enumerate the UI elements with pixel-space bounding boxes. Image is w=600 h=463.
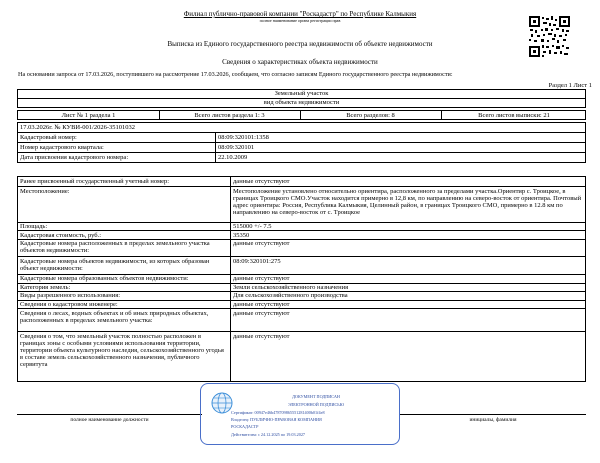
row-label: Сведения о кадастровом инженере: bbox=[20, 301, 118, 308]
source-objects: 08:09:320101:275 bbox=[233, 258, 281, 265]
electronic-signature-stamp bbox=[200, 383, 400, 445]
row-label: Дата присвоения кадастрового номера: bbox=[20, 154, 129, 161]
name-caption: инициалы, фамилия bbox=[469, 417, 517, 423]
globe-icon bbox=[211, 392, 233, 414]
object-kind: Земельный участок bbox=[274, 90, 329, 97]
row-label: Виды разрешенного использования: bbox=[20, 292, 121, 299]
assignment-date: 22.10.2009 bbox=[218, 154, 248, 161]
row-label: Местоположение: bbox=[20, 188, 70, 195]
row-label: Сведения о лесах, водных объектах и об иных природных объектах, расположенных в пределах земельного участка: bbox=[20, 310, 209, 324]
row-label: Кадастровые номера расположенных в пределах земельного участка объектов недвижимости: bbox=[20, 240, 210, 254]
cadastral-value: 35350 bbox=[233, 232, 250, 239]
engineer-info: данные отсутствуют bbox=[233, 301, 290, 308]
sheet-info-row bbox=[17, 110, 586, 120]
sheet-number: Лист № 1 раздела 1 bbox=[61, 112, 116, 119]
row-label: Кадастровые номера объектов недвижимости, из которых образован объект недвижимости: bbox=[20, 258, 210, 272]
natural-objects: данные отсутствуют bbox=[233, 310, 290, 317]
sheets-in-section: Всего листов раздела 1: 3 bbox=[194, 112, 265, 119]
subtitle: Сведения о характеристиках объекта недвижимости bbox=[222, 58, 378, 66]
object-kind-box bbox=[17, 89, 586, 108]
previous-number: данные отсутствуют bbox=[233, 178, 290, 185]
location-text: Местоположение установлено относительно ориентира, расположенного за пределами участка.Ориентир с. Троицкое, в границах Троицкого СМО.Участок находится примерно в 12,8 км, по направлению на северо-восток от ориентира. Почтовый адрес ориентира: Россия, Республика Калмыкия, Целинный район, в границах Троицкого СМО, примерно в 12.8 км по направлению на северо-восток от с. Троицкое bbox=[233, 188, 582, 216]
main-info-table bbox=[17, 122, 586, 163]
org-caption: полное наименование органа регистрации прав bbox=[259, 18, 341, 23]
name-line bbox=[400, 414, 586, 415]
cadastral-number: 08:09:320101:1358 bbox=[218, 134, 269, 141]
sheets-total: Всего листов выписки: 21 bbox=[478, 112, 550, 119]
sections-total: Всего разделов: 8 bbox=[346, 112, 395, 119]
permitted-use: Для сельскохозяйственного производства bbox=[233, 292, 348, 299]
row-label: Категория земель: bbox=[20, 284, 71, 291]
stamp-owner-name: РОСКАДАСТР bbox=[231, 424, 259, 429]
row-label: Площадь: bbox=[20, 223, 48, 230]
stamp-line-2: ЭЛЕКТРОННОЙ ПОДПИСЬЮ bbox=[287, 402, 345, 407]
stamp-validity: Действителен: с 24.12.2025 по 19.03.2027 bbox=[231, 432, 306, 437]
stamp-owner: Владелец: ПУБЛИЧНО-ПРАВОВАЯ КОМПАНИЯ bbox=[231, 417, 322, 422]
position-caption: полное наименование должности bbox=[70, 417, 149, 423]
row-label: Кадастровые номера образованных объектов недвижимости: bbox=[20, 275, 189, 282]
qr-code bbox=[529, 16, 570, 57]
special-zones: данные отсутствуют bbox=[233, 333, 290, 340]
extract-title: Выписка из Единого государственного реестра недвижимости об объекте недвижимости bbox=[167, 40, 433, 48]
row-label: Кадастровая стоимость, руб.: bbox=[20, 232, 102, 239]
section-label: Раздел 1 Лист 1 bbox=[548, 82, 592, 89]
document-id: 17.03.2026г. № КУВИ-001/2026-35101032 bbox=[20, 124, 135, 131]
cadastral-quarter: 08:09:320101 bbox=[218, 144, 255, 151]
details-table bbox=[17, 176, 586, 382]
stamp-certificate: Сертификат: 00947e46b478709865551281400b01f4e8 bbox=[231, 410, 325, 415]
row-label: Кадастровый номер: bbox=[20, 134, 77, 141]
request-basis: На основании запроса от 17.03.2026, поступившего на рассмотрение 17.03.2026, сообщаем, что согласно записям Единого государственного реестра недвижимости: bbox=[18, 71, 453, 78]
area-value: 515000 +/- 7.5 bbox=[233, 223, 272, 230]
row-label: Сведения о том, что земельный участок полностью расположен в границах зоны с особыми условиями использования территории, территории объекта культурного наследия, сельскохозяйственного угодья в составе земель сельскохозяйственного назначения, публичного сервитута bbox=[20, 333, 224, 368]
object-kind-caption: вид объекта недвижимости bbox=[263, 99, 340, 106]
row-label: Ранее присвоенный государственный учетный номер: bbox=[20, 178, 170, 185]
stamp-line-1: ДОКУМЕНТ ПОДПИСАН bbox=[292, 394, 340, 399]
org-name: Филиал публично-правовой компании "Роскадастр" по Республике Калмыкия bbox=[183, 10, 417, 18]
contained-objects: данные отсутствуют bbox=[233, 240, 290, 247]
row-label: Номер кадастрового квартала: bbox=[20, 144, 104, 151]
position-line bbox=[17, 414, 202, 415]
derived-objects: данные отсутствуют bbox=[233, 275, 290, 282]
land-category: Земли сельскохозяйственного назначения bbox=[233, 284, 349, 291]
